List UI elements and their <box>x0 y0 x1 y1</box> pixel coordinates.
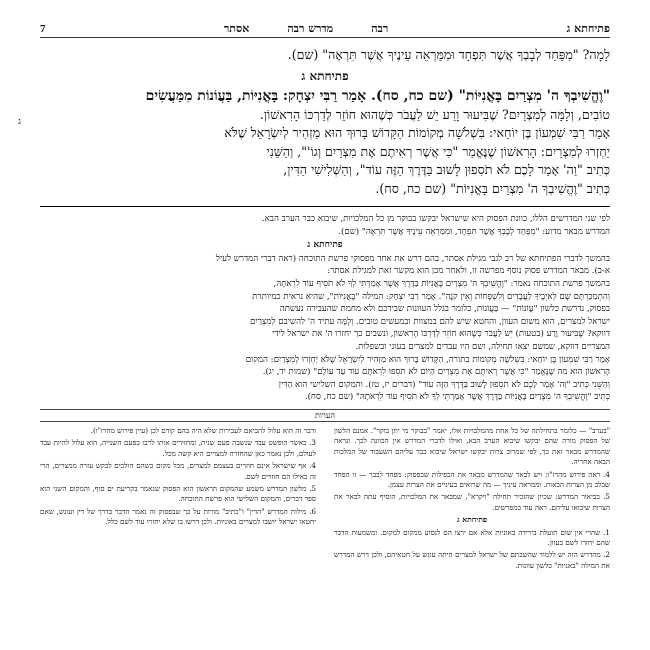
notes-column-heading: פתיחתא ג <box>457 515 487 525</box>
main-line: טוֹבִים, וְלָמָּה לְמִצְרַיִם? שֶׁבִּיעוּר וָרַע יֵשׁ לַעֲבֹר כְּשֶׁהוּא חוֹזֵר לְדַרְכּוֹ הָרִאשׁוֹן. <box>259 106 610 122</box>
main-line: כְּתִיב "וַה' אָמַר לָכֶם לֹא תֹסִפוּן לָשׁוּב בַּדֶּרֶךְ הַזֶּה עוֹד", וְהַשְּׁלִישִׁי הַדִּין, <box>283 162 610 177</box>
header-center <box>224 22 388 35</box>
note-paragraph: 2. מהדרש הזה יש ללמוד שהשבתם של ישראל למצרים היתה עונש על חטאיהם, ולכן דרש המדרש את המילה "באניות" כלשון עוונות. <box>334 550 610 570</box>
note-paragraph: ודבר זה הוא עלול להביאם לעבירות שלא היה בהם קודם לכן (עיין פירוש מהרז"ו). <box>90 425 316 435</box>
page-number: 7 <box>40 23 46 35</box>
running-header <box>40 22 610 38</box>
notes-header: הערות <box>40 409 610 422</box>
main-line: כְּתִיב "וֶהֱשִׁיבְךָ ה' מִצְרַיִם בָּאֳנִיּוֹת" (שם כח, סח). <box>375 180 610 196</box>
notes <box>40 426 610 573</box>
commentary-line: הָרִאשׁוֹן הוא מה שֶׁנֶּאֱמַר "כִּי אֲשֶׁר רְאִיתֶם אֶת מִצְרַיִם הַיּוֹם לֹא תֹסִפוּ לִרְאֹתָם עוֹד עַד עוֹלָם" (שמות יד, יג). <box>262 367 610 378</box>
section-divider <box>40 206 610 207</box>
commentary-line: בהמשך לדברי הפתיחתא של רב לגבי מגילת אסתר, בהם דרש את אחד מפסוקי פרשת התוכחה (ראה דברי המדרש לעיל <box>215 253 610 264</box>
main-text <box>40 46 610 198</box>
note-paragraph: 5. בביאור המדרש: שכיון שהזכיר תחילה "ויקרא", שמבאר את המלכויות, הוסיף עתה לבאר את הצרות שיבואו עליהם. ראה עוד במפרשים. <box>334 492 610 512</box>
note-paragraph: 6. מילות המדרש "הדין" ו"כתיב" מורות על כך שבפסוק זה נאמר הדבר בדרך של דין ועונש, שאם יחטאו ישראל יושבו למצרים באוניות. ולכן דרשו בו שלא יחזרו עוד לשם כלל. <box>40 506 316 527</box>
header-midrash: מדרש רבה <box>287 22 334 35</box>
side-number: ג <box>18 117 21 127</box>
main-line: "וֶהֱשִׁיבְךָ ה' מִצְרַיִם בָּאֳנִיּוֹת" (שם כח, סח). אָמַר רַבִּי יִצְחָק: בָּאֳנִיּוֹת, בַּעֲוֹנוֹת מִמַּעֲשִׂים <box>145 88 610 104</box>
commentary-line: המצריים דווקא, שמשם יצאו תחילה, ושם היו עבדים למצרים בעוני ובשפלות. <box>355 341 610 352</box>
header-rabbah: רבה <box>371 22 389 35</box>
commentary-line: המדרש מבאר מדוע: "מִפַּחַד לְבָבְךָ אֲשֶׁר תִּפְחָד, וּמִמַּרְאֵה עֵינֶיךָ אֲשֶׁר תִּרְאֶה" (שם). <box>338 226 610 237</box>
notes-left-column <box>40 426 316 573</box>
commentary-line: וְהַשֵּׁנִי כְּתִיב "וַה' אָמַר לָכֶם לֹא תֹסִפוּן לָשׁוּב בַּדֶּרֶךְ הַזֶּה עוֹד" (דברים יז, טז). והמקום השלישי הוא הַדִּין <box>278 379 610 390</box>
note-paragraph: "בערב" — כלומר בתחילתה של כל אחת מהמלכויות אלו, יאמר "בבוקר מי יתן בוקר". אמנם הלשון של הפסוק מורה שהם יבקשו שיבוא הערב הבא, ואילו לדברי המדרש אין הכוונה לכך. ונראה שהמדרש מבאר זאת כך, לפי שמרוב צרות יבקשו ישראל שיבוא כבר עליהם השעבוד של המלכות הבאה אחריה. <box>334 425 610 467</box>
commentary-line: וְהִתְמַכַּרְתֶּם שָׁם לְאֹיְבֶיךָ לַעֲבָדִים וְלִשְׁפָחוֹת וְאֵין קֹנֶה". אָמַר רַבִּי יִצְחָק: המילה "בָּאֳנִיּוֹת", שהיא נראית כמיותרת <box>252 291 610 302</box>
commentary-line: דווקא? שֶׁבִּיעוּר וָרַע (בטעות) יֵשׁ לַעֲבֹר כְּשֶׁהוּא חוֹזֵר לְדַרְכּוֹ הָרִאשׁוֹן, ונשבים כך יחזרו ה' את ישראל לידי <box>272 329 610 340</box>
note-paragraph: 3. כאשר הופשט עבד שנשבה פעם שנית, ומחזירים אותו לרבו בפעם השנייה, הוא עלול להיות עבד לעולם, ולכן נאמר כאן שהחזרה למצרים היא קשה מכל. <box>40 438 316 458</box>
commentary-line: לפי שני המדרשים הללו, כוונת הפסוק היא שישראל יבקשו בבוקר מן כל המלכויות, שיבוא כבר הערב הבא. <box>261 214 610 224</box>
commentary-line: כְּתִיב "וֶהֱשִׁיבְךָ ה' מִצְרַיִם בָּאֳנִיּוֹת בַּדֶּרֶךְ אֲשֶׁר אָמַרְתִּי לְךָ לֹא תֹסִיף עוֹד לִרְאֹתָהּ" (שם כח, סח). <box>304 392 610 403</box>
commentary-heading: פתיחתא ג <box>307 240 343 251</box>
main-line: יַחְזְרוּ לְמִצְרַיִם: הָרִאשׁוֹן שֶׁנֶּאֱמַר "כִּי אֲשֶׁר רְאִיתֶם אֶת מִצְרַיִם וְגוֹ'", וְהַשֵּׁנִי <box>266 143 610 159</box>
commentary-line: א-ב). מבאר המדרש פסוק נוסף מפרשה זו, ולאחר מכן הוא מקשר זאת למגילת אסתר: <box>327 266 610 277</box>
commentary-line: אָמַר רַבִּי שִׁמְעוֹן בֶּן יוֹחַאי: בִּשְׁלֹשָׁה מְקוֹמוֹת בתורה, הַקָּדוֹשׁ בָּרוּךְ הוּא מַזְהִיר לְיִשְׂרָאֵל שֶׁלֹּא יַחְזְרוּ לְמִצְרַיִם: המקום <box>245 354 610 365</box>
notes-right-column <box>334 426 610 573</box>
section-title: פתיחתא ג <box>566 22 610 35</box>
commentary-line: בפסוק, נדרשת כלשון "עֲוֹנוֹת" — בַּעֲוֹנוֹת, כלומר בגלל העוונות שבידכם ולא מחמת שהעבירה נעשתה <box>279 304 610 315</box>
note-paragraph: 1. שהרי אין שום תועלת בירידה באוניות אלא אם ירצו הם לנסוע ממקום למקום. ומשמעות הדבר שהם יחזרו לשם בעוון. <box>334 527 610 547</box>
note-paragraph: 4. אף שישראל אינם חוזרים בעצמם למצרים, מכל מקום כשהם הולכים לבקש עזרה ממצרים, הרי זה כאילו הם חוזרים לשם. <box>40 461 316 481</box>
note-paragraph: 4. ראה פירוש מהרז"ו: ויש לבאר שהמדרש מבאר את הכפילות שבפסוק: מפחד לבבך — זו הפחד שבלב מן הצרות הבאות. וממראה עיניך — מה שרואים בעיניים את הצרות עצמן. <box>334 469 610 489</box>
main-heading: פתיחתא ג <box>301 68 349 83</box>
header-book: אסתר <box>223 22 250 35</box>
main-line: אָמַר רַבִּי שִׁמְעוֹן בֶּן יוֹחַאי: בִּשְׁלֹשָׁה מְקוֹמוֹת הַקָּדוֹשׁ בָּרוּךְ הוּא מַזְהִיר לְיִשְׂרָאֵל שֶׁלֹּא <box>224 125 610 140</box>
main-top-line: לָמָה? "מִפַּחַד לְבָבְךָ אֲשֶׁר תִּפְחָד וּמִמַּרְאֵה עֵינֶיךָ אֲשֶׁר תִּרְאֶה" (שם). <box>287 47 610 62</box>
commentary-line: ישראל למצרים, הוא משום העוון, והחטא שיש להם במצוות ובמעשים טובים. וְלָמָּה עתיד ה' להשיבם לְמִצְרַיִם <box>250 316 610 327</box>
note-paragraph: 5. מלשון המדרש משמע שהמקום הראשון הוא הפסוק שנאמר בקריעת ים סוף, והמקום השני הוא ספר דברים, והמקום השלישי הוא פרשת התוכחה. <box>40 483 316 504</box>
commentary <box>40 213 610 404</box>
commentary-line: בהמשך פרשת התוכחה נאמר: "וֶהֱשִׁיבְךָ ה' מִצְרַיִם בָּאֳנִיּוֹת בַּדֶּרֶךְ אֲשֶׁר אָמַרְתִּי לְךָ לֹא תֹסִיף עוֹד לִרְאֹתָהּ, <box>273 278 610 289</box>
